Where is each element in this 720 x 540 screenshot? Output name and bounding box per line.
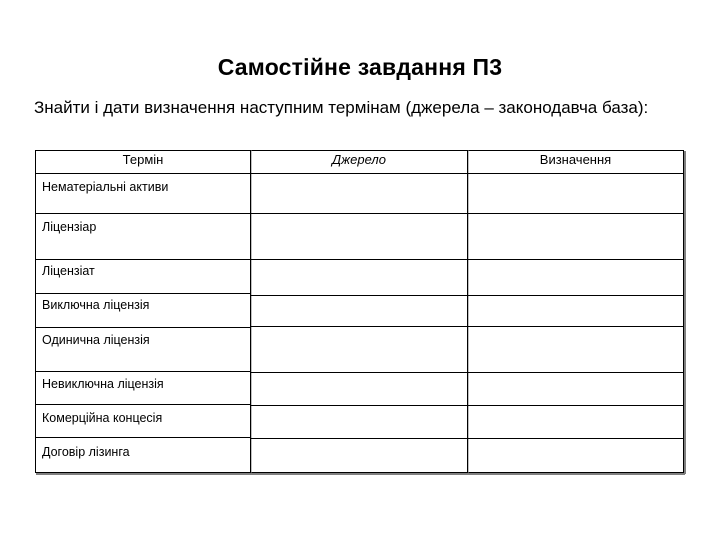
term-cell: Нематеріальні активи xyxy=(42,180,169,194)
slide-title: Самостійне завдання П3 xyxy=(217,54,503,80)
term-cell: Договір лізинга xyxy=(42,445,130,459)
term-cell: Ліцензіат xyxy=(42,264,95,278)
term-cell: Ліцензіар xyxy=(42,220,97,234)
header-term: Термін xyxy=(122,152,164,167)
header-source: Джерело xyxy=(332,152,386,167)
term-cell: Невиключна ліцензія xyxy=(42,377,164,391)
term-cell: Одинична ліцензія xyxy=(42,333,150,347)
header-definition: Визначення xyxy=(539,152,612,167)
term-cell: Комерційна концесія xyxy=(42,411,163,425)
task-description: Знайти і дати визначення наступним термінам (джерела – законодавча база): xyxy=(34,98,649,117)
term-cell: Виключна ліцензія xyxy=(42,298,150,312)
